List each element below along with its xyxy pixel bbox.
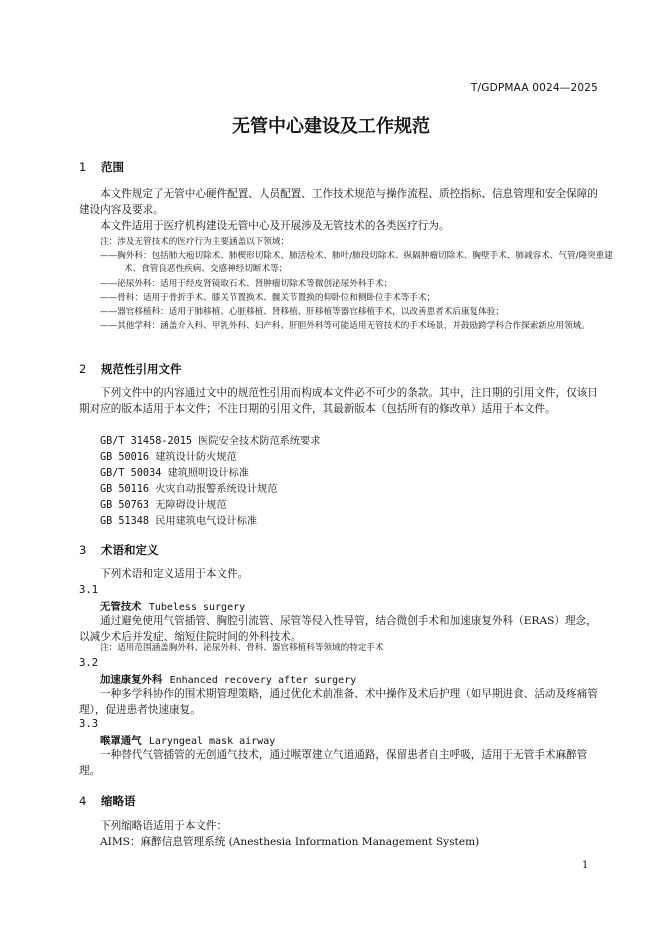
section-title: 规范性引用文件 xyxy=(101,362,182,376)
page-number: 1 xyxy=(582,860,589,871)
list-item: ——胸外科：包括肺大疱切除术、肺楔形切除术、肺活检术、肺叶/肺段切除术、纵隔肿瘤切除术、胸壁手术、肺减容术、气管/隆突重建术、食管良恶性疾病、交感神经切断术等； xyxy=(100,251,613,274)
reference-item: GB 50016 建筑设计防火规范 xyxy=(100,452,237,463)
section-title: 术语和定义 xyxy=(101,543,159,557)
term-heading xyxy=(100,732,275,747)
section-title: 缩略语 xyxy=(101,794,136,808)
term-cn: 无管技术 xyxy=(100,601,142,613)
list-item: ——器官移植科：适用于肺移植、心脏移植、肾移植、肝移植等器官移植手术，以改善患者术后康复体验； xyxy=(100,307,504,317)
list-item: ——骨科：适用于骨折手术、膝关节置换术、髋关节置换的仰卧位和侧卧位手术等手术； xyxy=(100,293,436,303)
term-cn: 喉罩通气 xyxy=(100,735,142,747)
term-number: 3.3 xyxy=(79,718,99,730)
paragraph: 下列缩略语适用于本文件： xyxy=(100,820,228,832)
term-definition: 一种多学科协作的围术期管理策略，通过优化术前准备、术中操作及术后护理（如早期进食、活动及疼痛管理），促进患者快速康复。 xyxy=(79,688,598,716)
note: 注：涉及无管技术的医疗行为主要涵盖以下领域： xyxy=(100,237,290,247)
section-number: 3 xyxy=(79,543,87,557)
paragraph: 下列文件中的内容通过文中的规范性引用而构成本文件必不可少的条款。其中，注日期的引用文件，仅该日期对应的版本适用于本文件；不注日期的引用文件，其最新版本（包括所有的修改单）适用于本文件。 xyxy=(79,387,598,415)
section-number: 1 xyxy=(79,160,87,174)
section-2-heading xyxy=(79,361,182,377)
section-1-heading xyxy=(79,159,124,175)
reference-item: GB/T 31458-2015 医院安全技术防范系统要求 xyxy=(100,436,321,447)
section-3-heading xyxy=(79,542,159,558)
term-en: Tubeless surgery xyxy=(148,602,246,613)
list-item: ——其他学科：涵盖介入科、甲乳外科、妇产科、肝胆外科等可能适用无管技术的手术场景，并鼓励跨学科合作探索新应用领域。 xyxy=(100,321,590,331)
reference-item: GB 50116 火灾自动报警系统设计规范 xyxy=(100,484,278,495)
note: 注：适用范围涵盖胸外科、泌尿外科、骨科、器官移植科等领域的特定手术 xyxy=(100,643,384,653)
paragraph: 下列术语和定义适用于本文件。 xyxy=(100,568,249,580)
paragraph: 本文件适用于医疗机构建设无管中心及开展涉及无管技术的各类医疗行为。 xyxy=(100,220,450,232)
term-en: Enhanced recovery after surgery xyxy=(169,675,357,686)
reference-item: GB 51348 民用建筑电气设计标准 xyxy=(100,516,258,527)
section-number: 4 xyxy=(79,794,87,808)
document-title: 无管中心建设及工作规范 xyxy=(232,116,430,137)
reference-item: GB 50763 无障碍设计规范 xyxy=(100,500,227,511)
section-4-heading xyxy=(79,793,136,809)
term-definition: 一种替代气管插管的无创通气技术，通过喉罩建立气道通路，保留患者自主呼吸，适用于无管手术麻醉管理。 xyxy=(79,749,588,777)
paragraph: 本文件规定了无管中心硬件配置、人员配置、工作技术规范与操作流程、质控指标、信息管理和安全保障的建设内容及要求。 xyxy=(79,188,598,216)
reference-item: GB/T 50034 建筑照明设计标准 xyxy=(100,468,249,479)
term-en: Laryngeal mask airway xyxy=(148,736,276,747)
section-title: 范围 xyxy=(101,160,124,174)
term-cn: 加速康复外科 xyxy=(100,674,163,686)
term-number: 3.1 xyxy=(79,584,99,596)
list-item: ——泌尿外科：适用于经皮肾镜取石术、肾肿瘤切除术等微创泌尿外科手术； xyxy=(100,279,393,289)
term-heading xyxy=(100,598,245,613)
term-heading xyxy=(100,671,356,686)
term-definition: 通过避免使用气管插管、胸腔引流管、尿管等侵入性导管，结合微创手术和加速康复外科（ERAS）理念，以减少术后并发症、缩短住院时间的外科技术。 xyxy=(79,615,597,643)
abbreviation-item: AIMS：麻醉信息管理系统 (Anesthesia Information Management System) xyxy=(100,836,480,848)
standard-code: T/GDPMAA 0024—2025 xyxy=(470,82,598,94)
term-number: 3.2 xyxy=(79,657,99,669)
section-number: 2 xyxy=(79,362,87,376)
